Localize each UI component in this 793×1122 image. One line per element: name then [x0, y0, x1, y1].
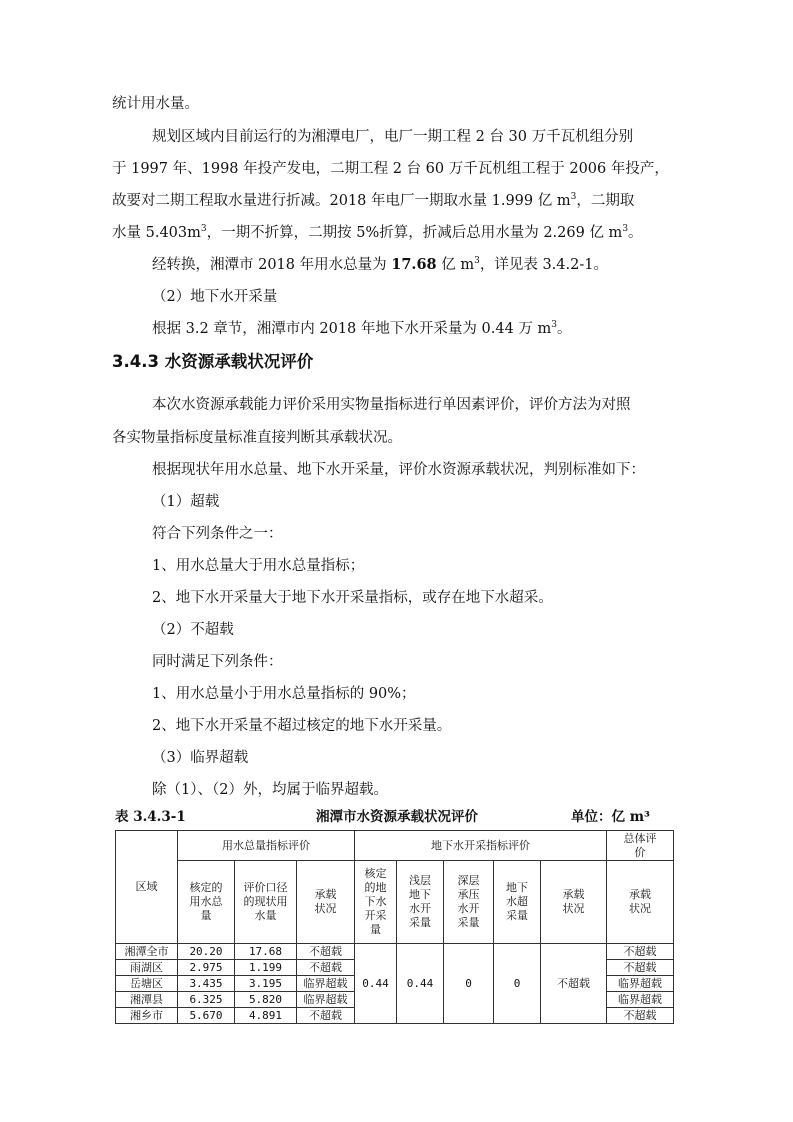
header-ground-over — [494, 861, 541, 944]
cell-total: 不超载 — [607, 1008, 674, 1024]
superscript: 3 — [570, 192, 577, 203]
cell-current: 3.195 — [235, 976, 297, 992]
header-ground-over-text: 地下水超采量 — [506, 881, 528, 922]
header-total-status-text: 承载状况 — [629, 888, 651, 915]
text: ，二期取 — [576, 193, 635, 209]
text: （2）地下水开采量 — [152, 289, 278, 305]
text: ，详见表 3.4.2-1。 — [479, 257, 608, 273]
superscript: 3 — [551, 320, 557, 331]
cell-ground-quota: 0.44 — [355, 944, 397, 1024]
paragraph-line — [152, 319, 572, 339]
cell-status: 不超载 — [297, 1008, 355, 1024]
paragraph-line — [152, 255, 608, 275]
superscript: 3 — [622, 224, 629, 235]
header-ground-deep — [444, 861, 494, 944]
table-caption-unit: 单位：亿 m³ — [571, 809, 650, 825]
text: 水量 5.403m — [112, 225, 201, 241]
list-item: 1、用水总量大于用水总量指标； — [152, 558, 365, 574]
cell-quota: 20.20 — [178, 944, 235, 960]
cell-region: 湘潭县 — [116, 992, 178, 1008]
cell-total: 不超载 — [607, 944, 674, 960]
cell-quota: 2.975 — [178, 960, 235, 976]
cell-status: 不超载 — [297, 944, 355, 960]
criterion-title: （1）超载 — [152, 494, 220, 510]
cell-current: 5.820 — [235, 992, 297, 1008]
cell-status: 临界超载 — [297, 992, 355, 1008]
header-quota-text: 核定的用水总量 — [189, 881, 223, 922]
text: 经转换，湘潭市 2018 年用水总量为 — [152, 257, 392, 273]
cell-current: 17.68 — [235, 944, 297, 960]
header-region: 区域 — [116, 831, 178, 944]
paragraph-line: 同时满足下列条件： — [152, 654, 283, 670]
list-item: 2、地下水开采量不超过核定的地下水开采量。 — [152, 718, 452, 734]
paragraph-line — [112, 94, 199, 114]
bold-text: 17.68 — [391, 256, 437, 273]
paragraph-line: 各实物量指标度量标准直接判断其承载状况。 — [112, 430, 402, 446]
paragraph-line: 符合下列条件之一： — [152, 526, 283, 542]
header-total-status — [607, 861, 674, 944]
header-ground-status-text: 承载状况 — [562, 888, 585, 915]
paragraph-line — [152, 127, 633, 147]
table-row — [116, 944, 674, 960]
superscript: 3 — [200, 224, 207, 235]
cell-total: 临界超载 — [607, 976, 674, 992]
cell-quota: 5.670 — [178, 1008, 235, 1024]
header-status-text: 承载状况 — [314, 888, 337, 915]
text: 规划区域内目前运行的为湘潭电厂，电厂一期工程 2 台 30 万千瓦机组分别 — [152, 129, 634, 145]
paragraph-line: 除（1）、（2）外，均属于临界超载。 — [152, 782, 388, 798]
criterion-title: （3）临界超载 — [152, 750, 249, 766]
cell-region: 岳塘区 — [116, 976, 178, 992]
header-group-total-text: 总体评价 — [623, 831, 657, 859]
header-current-text: 评价口径的现状用水量 — [243, 881, 288, 922]
header-current — [235, 861, 297, 944]
cell-ground-deep: 0 — [444, 944, 494, 1024]
paragraph-line: 根据现状年用水总量、地下水开采量，评价水资源承载状况，判别标准如下： — [152, 462, 645, 478]
cell-region: 雨湖区 — [116, 960, 178, 976]
paragraph-line — [152, 287, 277, 307]
text: 根据 3.2 章节，湘潭市内 2018 年地下水开采量为 0.44 万 m — [152, 321, 552, 337]
paragraph-line — [112, 191, 634, 211]
cell-current: 1.199 — [235, 960, 297, 976]
cell-ground-shallow: 0.44 — [397, 944, 444, 1024]
cell-total: 临界超载 — [607, 992, 674, 1008]
text: 。 — [557, 321, 572, 337]
cell-status: 不超载 — [297, 960, 355, 976]
header-quota — [178, 861, 235, 944]
list-item: 2、地下水开采量大于地下水开采量指标，或存在地下水超采。 — [152, 590, 553, 606]
header-status — [297, 861, 355, 944]
paragraph-line: 本次水资源承载能力评价采用实物量指标进行单因素评价，评价方法为对照 — [152, 397, 631, 413]
cell-current: 4.891 — [235, 1008, 297, 1024]
paragraph-line — [112, 159, 669, 179]
cell-ground-over: 0 — [494, 944, 541, 1024]
paragraph-line — [112, 223, 643, 243]
header-group-total — [607, 831, 674, 861]
section-heading: 3.4.3 水资源承载状况评价 — [112, 352, 314, 371]
cell-region: 湘潭全市 — [116, 944, 178, 960]
superscript: 3 — [474, 256, 480, 267]
header-ground-shallow-text: 浅层地下水开采量 — [409, 874, 431, 929]
header-group-ground: 地下水开采指标评价 — [355, 831, 607, 861]
header-ground-quota-text: 核定的地下水开采量 — [364, 867, 387, 936]
header-ground-shallow — [397, 861, 444, 944]
text: 于 1997 年、1998 年投产发电，二期工程 2 台 60 万千瓦机组工程于 2006 年投产， — [112, 161, 669, 177]
text: 统计用水量。 — [112, 96, 199, 112]
water-resource-table — [115, 830, 674, 1024]
text: ，一期不折算，二期按 5%折算，折减后总用水量为 2.269 亿 m — [206, 225, 623, 241]
cell-quota: 6.325 — [178, 992, 235, 1008]
cell-total: 不超载 — [607, 960, 674, 976]
list-item: 1、用水总量小于用水总量指标的 90%； — [152, 686, 416, 702]
criterion-title: （2）不超载 — [152, 622, 234, 638]
header-group-water: 用水总量指标评价 — [178, 831, 355, 861]
header-ground-status — [541, 861, 607, 944]
cell-status: 临界超载 — [297, 976, 355, 992]
text: 故要对二期工程取水量进行折减。2018 年电厂一期取水量 1.999 亿 m — [112, 193, 571, 209]
cell-region: 湘乡市 — [116, 1008, 178, 1024]
header-ground-deep-text: 深层承压水开采量 — [457, 874, 480, 929]
cell-ground-status: 不超载 — [541, 944, 607, 1024]
text: 。 — [628, 225, 643, 241]
table-caption-title: 湘潭市水资源承载状况评价 — [316, 809, 478, 825]
text: 亿 m — [436, 257, 475, 273]
table-caption-id: 表 3.4.3-1 — [115, 809, 186, 825]
cell-quota: 3.435 — [178, 976, 235, 992]
header-ground-quota — [355, 861, 397, 944]
